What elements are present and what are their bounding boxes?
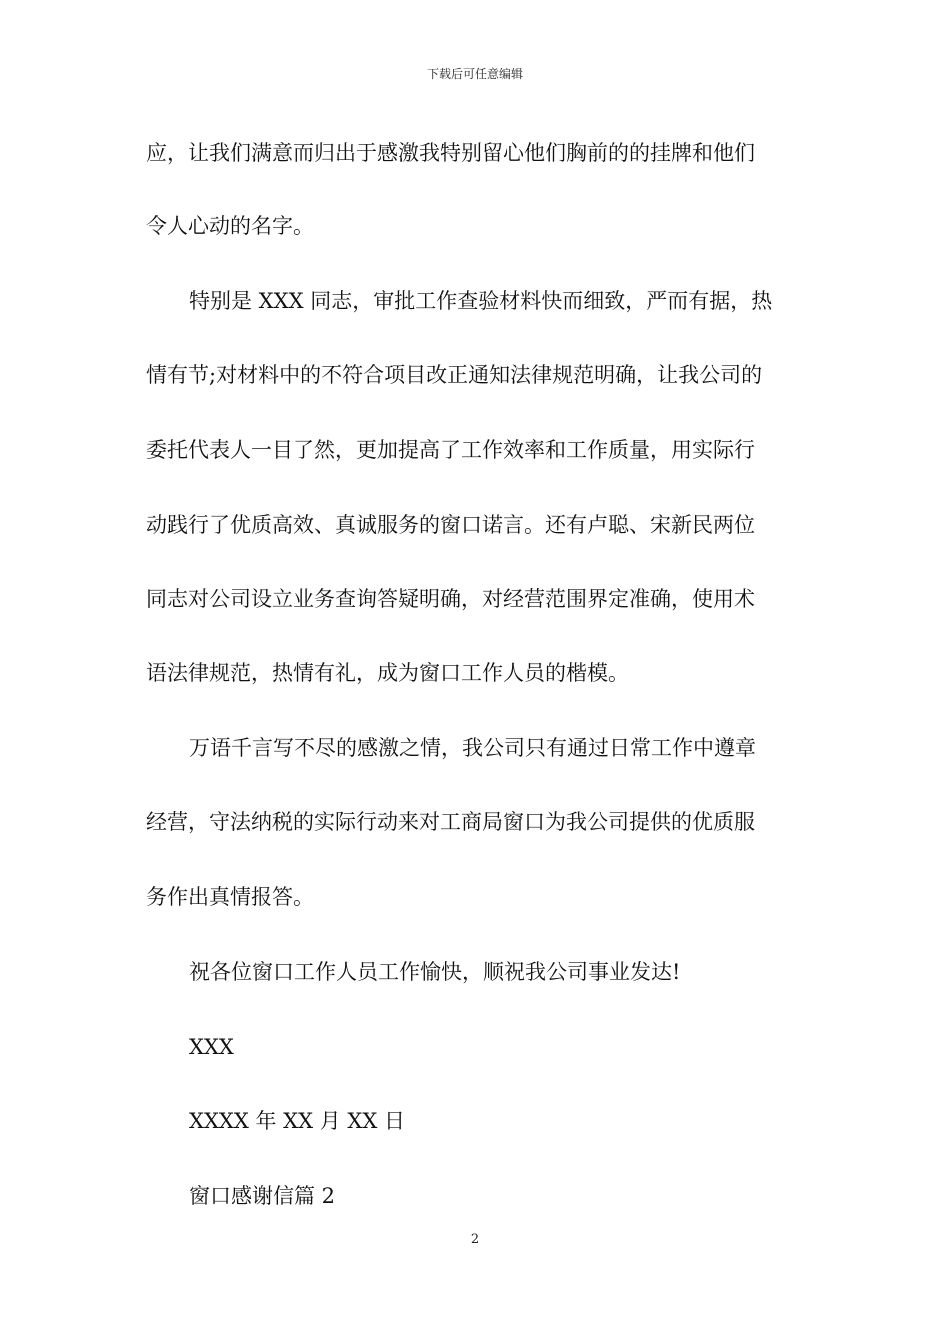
body-line: 令人心动的名字。 bbox=[146, 214, 314, 238]
body-line: 经营，守法纳税的实际行动来对工商局窗口为我公司提供的优质服 bbox=[146, 810, 755, 834]
body-line: 务作出真情报答。 bbox=[146, 885, 314, 909]
body-line: 委托代表人一目了然，更加提高了工作效率和工作质量，用实际行 bbox=[146, 438, 755, 462]
body-line: 动践行了优质高效、真诚服务的窗口诺言。还有卢聪、宋新民两位 bbox=[146, 513, 755, 537]
paragraph-first-line: 特别是 XXX 同志，审批工作查验材料快而细致，严而有据，热 bbox=[189, 289, 773, 313]
body-line: 同志对公司设立业务查询答疑明确，对经营范围界定准确，使用术 bbox=[146, 587, 755, 611]
page-number: 2 bbox=[470, 1232, 480, 1247]
signature-name: XXX bbox=[189, 1035, 234, 1059]
body-line: 语法律规范，热情有礼，成为窗口工作人员的楷模。 bbox=[146, 661, 629, 685]
body-line: 情有节;对材料中的不符合项目改正通知法律规范明确，让我公司的 bbox=[146, 363, 763, 387]
closing-wish: 祝各位窗口工作人员工作愉快，顺祝我公司事业发达! bbox=[189, 960, 681, 984]
body-line: 应，让我们满意而归出于感激我特别留心他们胸前的的挂牌和他们 bbox=[146, 141, 755, 165]
section-title: 窗口感谢信篇 2 bbox=[189, 1184, 336, 1208]
paragraph-first-line: 万语千言写不尽的感激之情，我公司只有通过日常工作中遵章 bbox=[189, 736, 756, 760]
signature-date: XXXX 年 XX 月 XX 日 bbox=[189, 1109, 405, 1133]
page-header: 下载后可任意编辑 bbox=[426, 67, 523, 81]
